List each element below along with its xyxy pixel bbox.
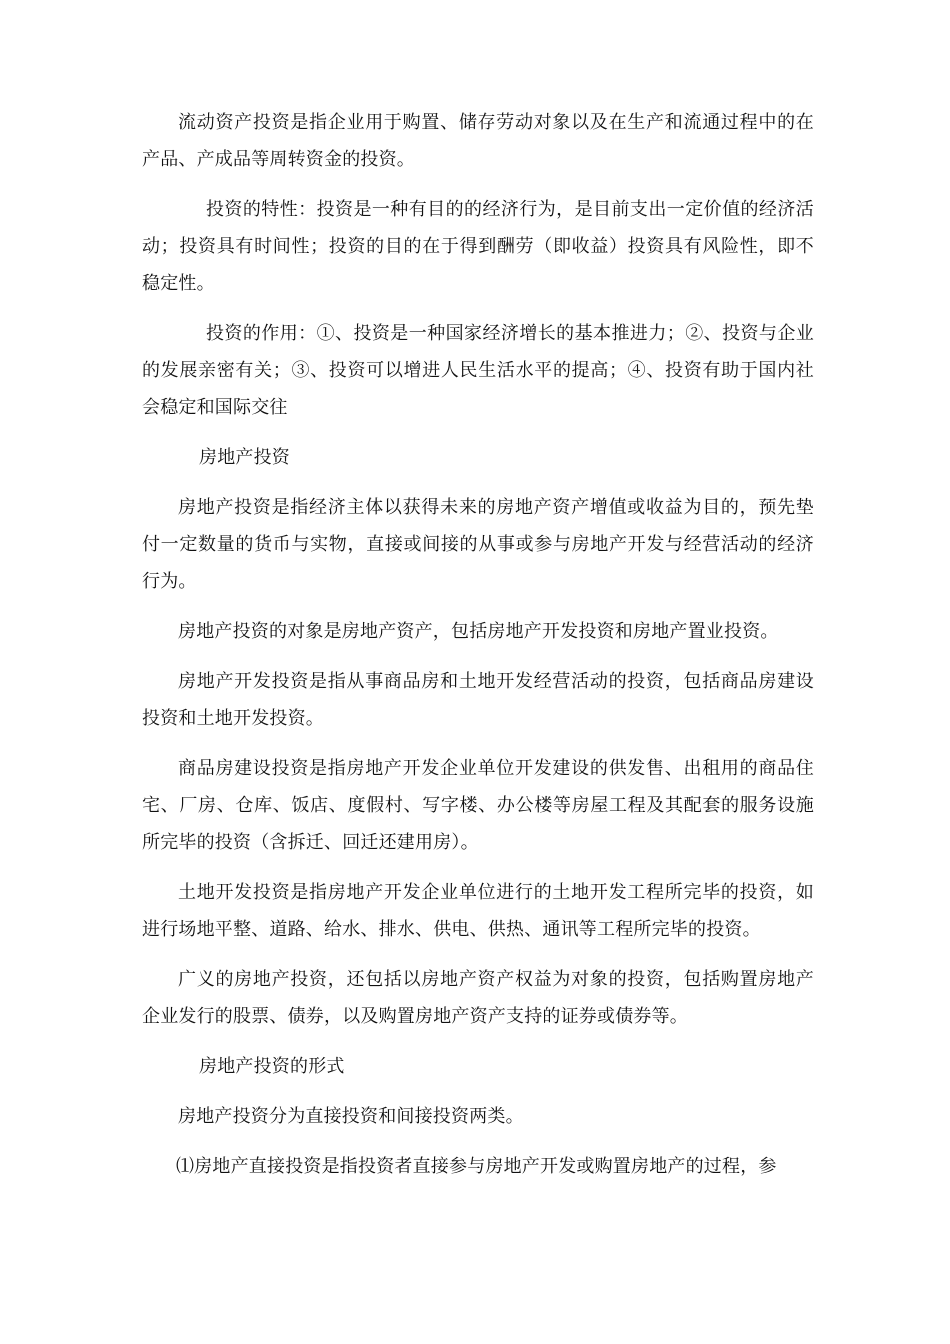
- paragraph-commercial-housing-investment: 商品房建设投资是指房地产开发企业单位开发建设的供发售、出租用的商品住宅、厂房、仓库、饭店、度假村、写字楼、办公楼等房屋工程及其配套的服务设施所完毕的投资（含拆迁、回迁还建用房）。: [142, 758, 814, 853]
- paragraph-direct-investment: ⑴房地产直接投资是指投资者直接参与房地产开发或购置房地产的过程，参: [176, 1156, 777, 1177]
- paragraph-current-asset-investment: 流动资产投资是指企业用于购置、储存劳动对象以及在生产和流通过程中的在产品、产成品等周转资金的投资。: [142, 112, 814, 170]
- paragraph-investment-functions: 投资的作用：①、投资是一种国家经济增长的基本推进力；②、投资与企业的发展亲密有关；③、投资可以增进人民生活水平的提高；④、投资有助于国内社会稳定和国际交往: [142, 323, 814, 418]
- paragraph-real-estate-definition: 房地产投资是指经济主体以获得未来的房地产资产增值或收益为目的，预先垫付一定数量的货币与实物，直接或间接的从事或参与房地产开发与经营活动的经济行为。: [142, 497, 814, 592]
- section-heading-real-estate-investment: 房地产投资: [199, 447, 290, 468]
- paragraph-broad-real-estate-investment: 广义的房地产投资，还包括以房地产资产权益为对象的投资，包括购置房地产企业发行的股票、债券，以及购置房地产资产支持的证券或债券等。: [142, 969, 814, 1027]
- section-heading-investment-forms: 房地产投资的形式: [199, 1056, 345, 1077]
- paragraph-real-estate-object: 房地产投资的对象是房地产资产，包括房地产开发投资和房地产置业投资。: [178, 621, 779, 642]
- paragraph-land-development-investment: 土地开发投资是指房地产开发企业单位进行的土地开发工程所完毕的投资，如进行场地平整、道路、给水、排水、供电、供热、通讯等工程所完毕的投资。: [142, 882, 814, 940]
- paragraph-development-investment: 房地产开发投资是指从事商品房和土地开发经营活动的投资，包括商品房建设投资和土地开发投资。: [142, 671, 814, 729]
- document-page: [142, 104, 814, 1198]
- paragraph-investment-types: 房地产投资分为直接投资和间接投资两类。: [178, 1106, 524, 1127]
- paragraph-investment-characteristics: 投资的特性：投资是一种有目的的经济行为，是目前支出一定价值的经济活动；投资具有时间性；投资的目的在于得到酬劳（即收益）投资具有风险性，即不稳定性。: [142, 199, 814, 294]
